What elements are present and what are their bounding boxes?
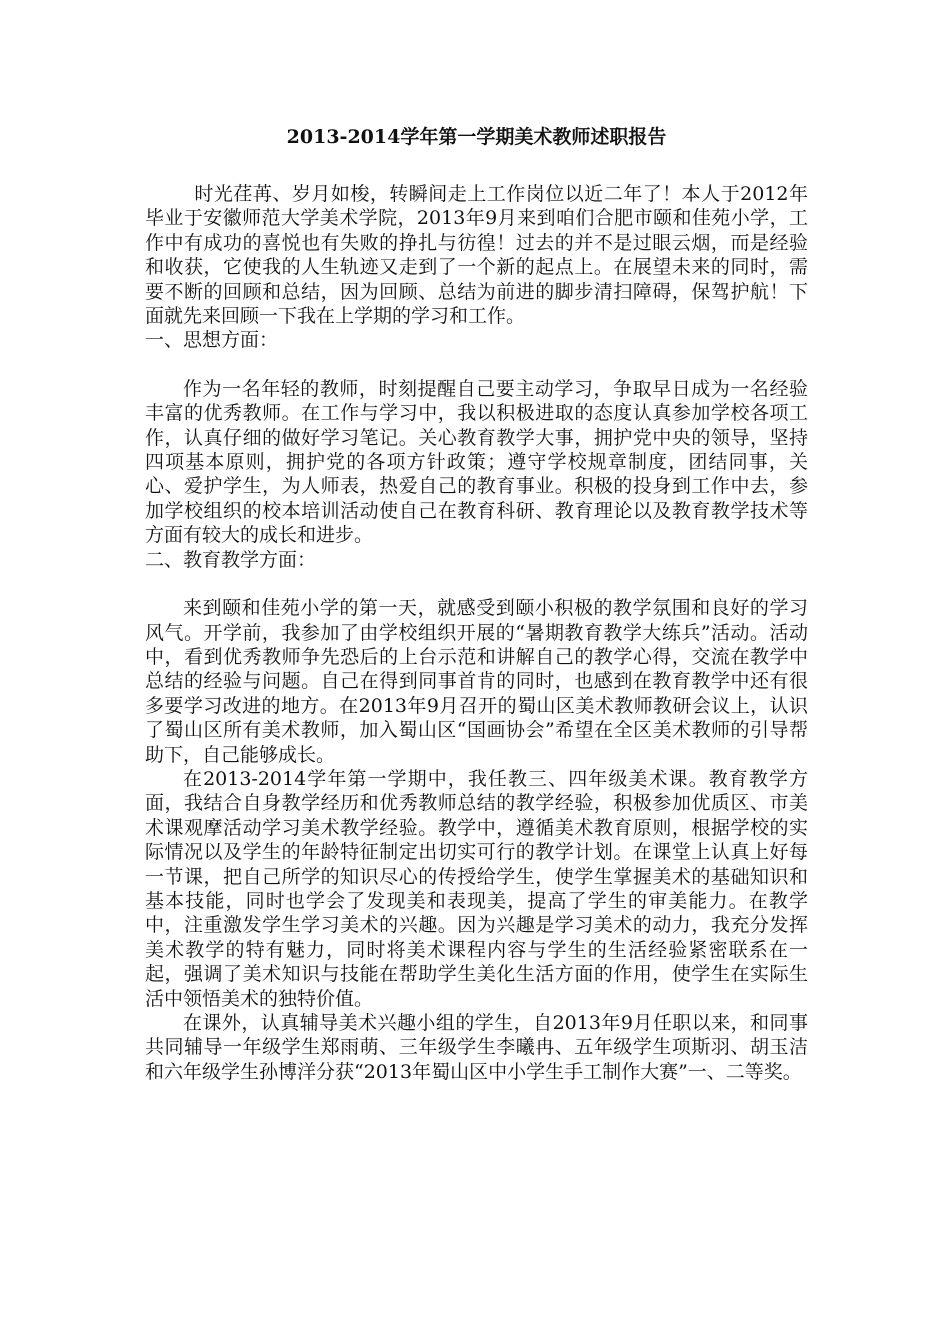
paragraph-gap xyxy=(145,353,808,377)
section-teaching-paragraph-3: 在课外，认真辅导美术兴趣小组的学生，自2013年9月任职以来，和同事共同辅导一年级学生郑雨萌、三年级学生李曦冉、五年级学生项斯羽、胡玉洁和六年级学生孙博洋分获“2013年蜀山区中小学生手工制作大赛”一、二等奖。 xyxy=(145,1012,808,1083)
section-heading-teaching: 二、教育教学方面： xyxy=(145,548,317,571)
section-teaching-paragraph-2: 在2013-2014学年第一学期中，我任教三、四年级美术课。教育教学方面，我结合自身教学经历和优秀教师总结的教学经验，积极参加优质区、市美术课观摩活动学习美术教学经验。教学中，遵循美术教育原则，根据学校的实际情况以及学生的年龄特征制定出切实可行的教学计划。在课堂上认真上好每一节课，把自己所学的知识尽心的传授给学生，使学生掌握美术的基础知识和基本技能，同时也学会了发现美和表现美，提高了学生的审美能力。在教学中，注重激发学生学习美术的兴趣。因为兴趣是学习美术的动力，我充分发挥美术教学的特有魅力，同时将美术课程内容与学生的生活经验紧密联系在一起，强调了美术知识与技能在帮助学生美化生活方面的作用，使学生在实际生活中领悟美术的独特价值。 xyxy=(145,767,808,1010)
section-teaching-paragraph-1: 来到颐和佳苑小学的第一天，就感受到颐小积极的教学氛围和良好的学习风气。开学前，我参加了由学校组织开展的“暑期教育教学大练兵”活动。活动中，看到优秀教师争先恐后的上台示范和讲解自己的教学心得，交流在教学中总结的经验与问题。自己在得到同事首肯的同时，也感到在教育教学中还有很多要学习改进的地方。在2013年9月召开的蜀山区美术教师教研会议上，认识了蜀山区所有美术教师，加入蜀山区“国画协会”希望在全区美术教师的引导帮助下，自己能够成长。 xyxy=(145,597,808,766)
paragraph-gap xyxy=(145,572,808,596)
intro-paragraph: 时光荏苒、岁月如梭，转瞬间走上工作岗位以近二年了！本人于2012年毕业于安徽师范大学美术学院，2013年9月来到咱们合肥市颐和佳苑小学，工作中有成功的喜悦也有失败的挣扎与彷徨！过去的并不是过眼云烟，而是经验和收获，它使我的人生轨迹又走到了一个新的起点上。在展望未来的同时，需要不断的回顾和总结，因为回顾、总结为前进的脚步清扫障碍，保驾护航！下面就先来回顾一下我在上学期的学习和工作。 xyxy=(145,183,808,328)
document-body xyxy=(145,122,808,1084)
section-heading-thought: 一、思想方面： xyxy=(145,329,279,352)
document-title: 2013-2014学年第一学期美术教师述职报告 xyxy=(286,126,667,148)
section-thought-paragraph: 作为一名年轻的教师，时刻提醒自己要主动学习，争取早日成为一名经验丰富的优秀教师。在工作与学习中，我以积极进取的态度认真参加学校各项工作，认真仔细的做好学习笔记。关心教育教学大事，拥护党中央的领导，坚持四项基本原则，拥护党的各项方针政策；遵守学校规章制度，团结同事，关心、爱护学生，为人师表，热爱自己的教育事业。积极的投身到工作中去，参加学校组织的校本培训活动使自己在教育科研、教育理论以及教育教学技术等方面有较大的成长和进步。 xyxy=(145,377,808,547)
